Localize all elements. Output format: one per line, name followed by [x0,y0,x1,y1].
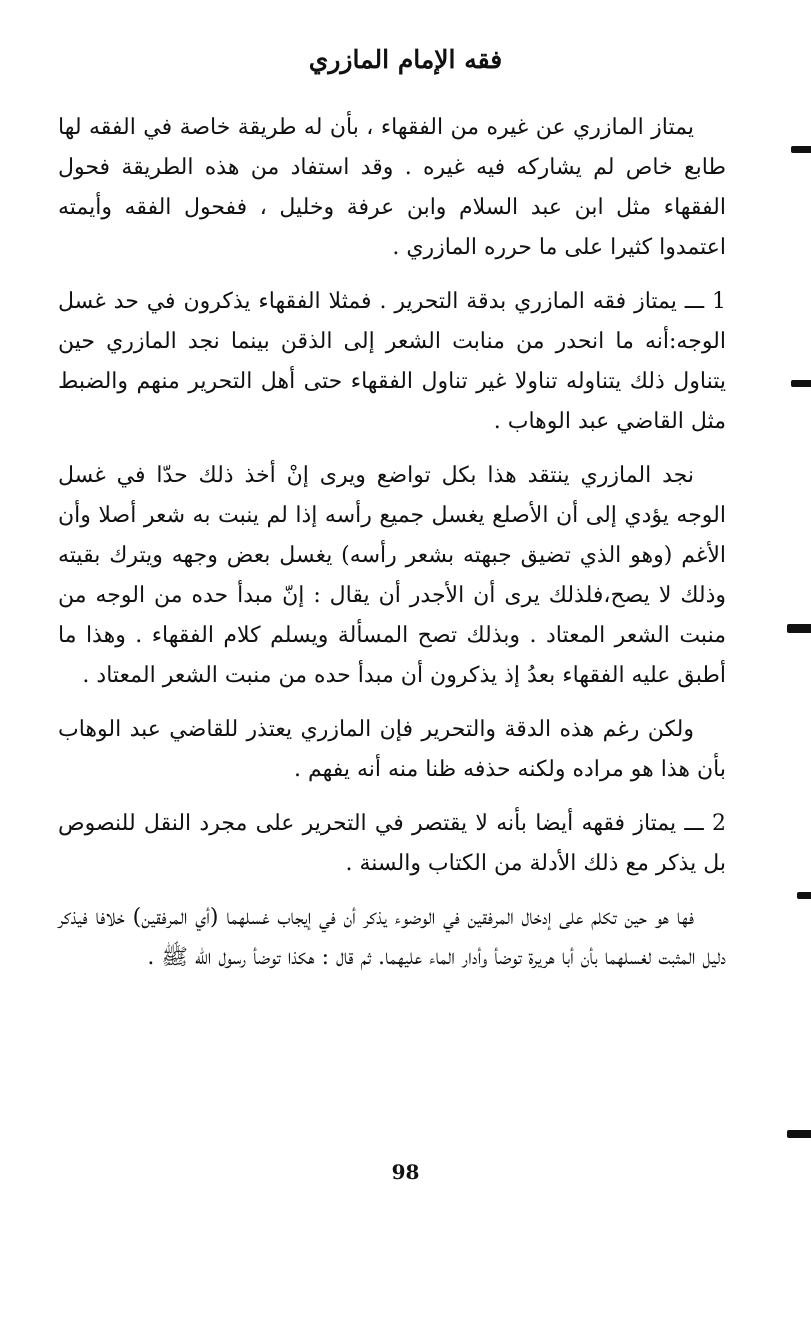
paragraph-apology: ولكن رغم هذه الدقة والتحرير فإن المازري يعتذر للقاضي عبد الوهاب بأن هذا هو مراده ولكنه حذفه ظنا منه أنه يفهم . [58,717,726,782]
scan-edge-mark [791,380,811,387]
page-number: 98 [391,1160,420,1184]
paragraph-point-2: 2 ـــ يمتاز فقهه أيضا بأنه لا يقتصر في التحرير على مجرد النقل للنصوص بل يذكر مع ذلك الأدلة من الكتاب والسنة . [58,811,726,876]
paragraph-point-1: 1 ـــ يمتاز فقه المازري بدقة التحرير . فمثلا الفقهاء يذكرون في حد غسل الوجه:أنه ما انحدر من منابت الشعر إلى الذقن بينما نجد المازري حين يتناول ذلك يتناوله تناولا غير تناول الفقهاء حتى أهل التحرير منهم والضبط مثل القاضي عبد الوهاب . [58,289,727,434]
body-text [58,108,726,978]
scan-edge-mark [791,146,811,153]
paragraph-example: فها هو حين تكلم على إدخال المرفقين في الوضوء يذكر أن في إيجاب غسلهما (أي المرفقين) خلافا فيذكر دليل المثبت لغسلهما بأن أبا هريرة توضأ وأدار الماء عليهما. ثم قال : هكذا توضأ رسول الله ﷺ . [58,905,726,970]
scan-edge-mark [797,892,811,899]
paragraph-intro: يمتاز المازري عن غيره من الفقهاء ، بأن له طريقة خاصة في الفقه لها طابع خاص لم يشاركه فيه غيره . وقد استفاد من هذه الطريقة فحول الفقهاء مثل ابن عبد السلام وابن عرفة وخليل ، ففحول الفقه وأيمته اعتمدوا كثيرا على ما حرره المازري . [58,115,726,260]
paragraph-critique: نجد المازري ينتقد هذا بكل تواضع ويرى إنْ أخذ ذلك حدّا في غسل الوجه يؤدي إلى أن الأصلع يغسل جميع رأسه إذا لم ينبت به شعر أصلا وأن الأغم (وهو الذي تضيق جبهته بشعر رأسه) يغسل بعض وجهه ويترك بقيته وذلك لا يصح،فلذلك يرى أن الأجدر أن يقال : إنّ مبدأ حده من الوجه من منبت الشعر المعتاد . وبذلك تصح المسألة ويسلم كلام الفقهاء . وهذا ما أطبق عليه الفقهاء بعدُ إذ يذكرون أن مبدأ حده من منبت الشعر المعتاد . [58,463,726,688]
scan-edge-mark [787,1130,811,1138]
scan-edge-mark [787,624,811,633]
running-header-title: فقه الإمام المازري [308,45,503,74]
